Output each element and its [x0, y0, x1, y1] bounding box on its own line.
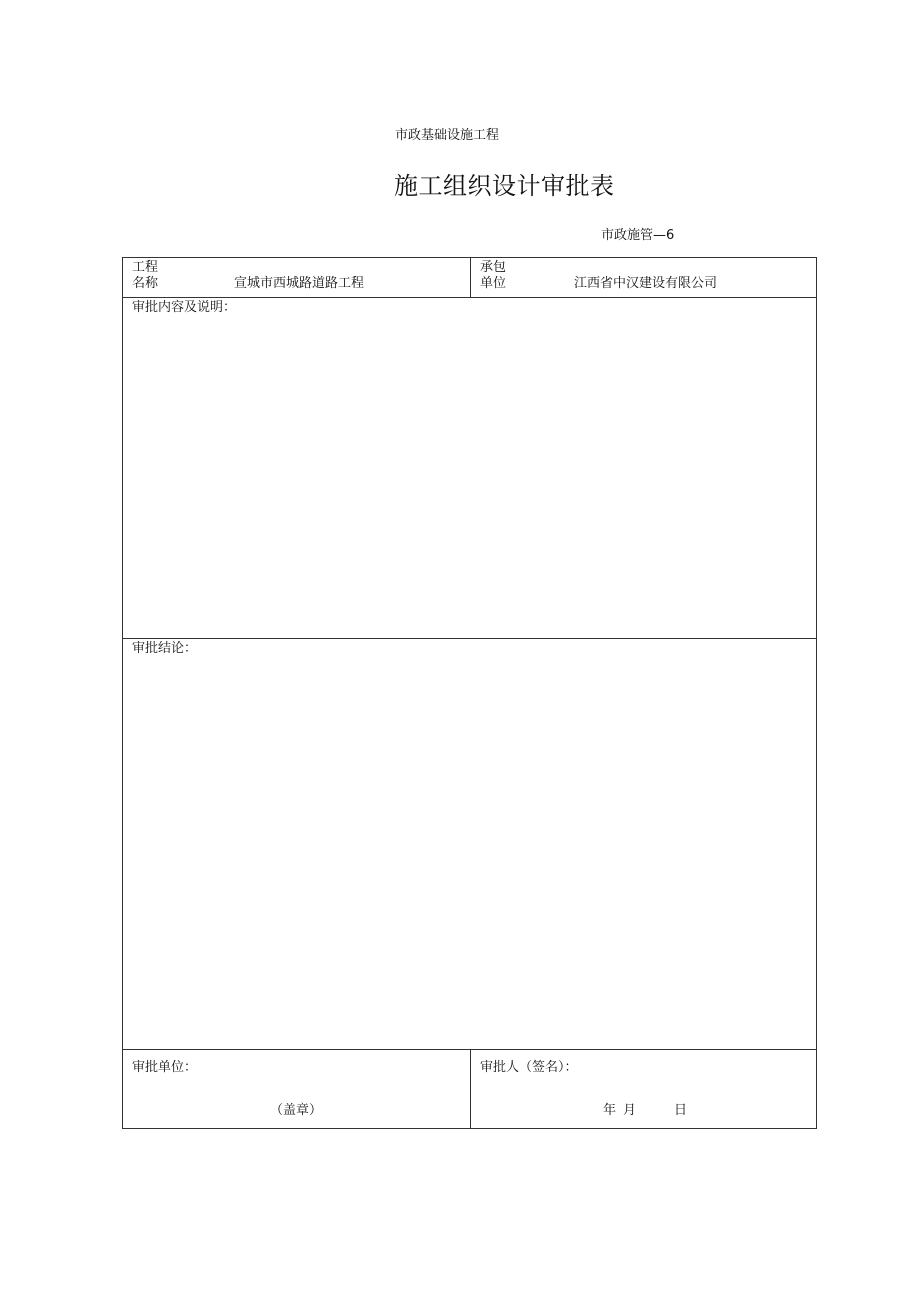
contractor-value[interactable]: 江西省中汉建设有限公司	[574, 276, 718, 291]
contractor-label	[480, 260, 506, 292]
page-title: 施工组织设计审批表	[394, 172, 615, 200]
project-name-label-line1: 工程	[132, 260, 159, 275]
approval-conclusion-label: 审批结论：	[132, 641, 198, 656]
date-year-label: 年	[603, 1103, 617, 1118]
contractor-label-line1: 承包	[480, 260, 507, 275]
column-divider	[470, 258, 471, 297]
approval-signature-row	[123, 1050, 816, 1128]
approval-content-row[interactable]	[123, 298, 816, 639]
approval-conclusion-row[interactable]	[123, 639, 816, 1050]
project-info-row	[123, 258, 816, 298]
seal-label: （盖章）	[270, 1103, 323, 1118]
form-code: 市政施管—6	[601, 228, 675, 243]
column-divider	[470, 1050, 471, 1128]
approval-content-label: 审批内容及说明：	[132, 300, 237, 315]
project-name-value[interactable]: 宣城市西城路道路工程	[234, 276, 365, 291]
date-month-label: 月	[623, 1103, 637, 1118]
approver-label: 审批人（签名）：	[480, 1060, 578, 1075]
contractor-label-line2: 单位	[480, 276, 507, 291]
approval-unit-label: 审批单位：	[132, 1060, 198, 1075]
date-day-label: 日	[674, 1103, 688, 1118]
project-name-label-line2: 名称	[132, 276, 159, 291]
caption-text: 市政基础设施工程	[395, 128, 500, 143]
approval-form-table	[122, 257, 817, 1129]
project-name-label	[132, 260, 158, 292]
